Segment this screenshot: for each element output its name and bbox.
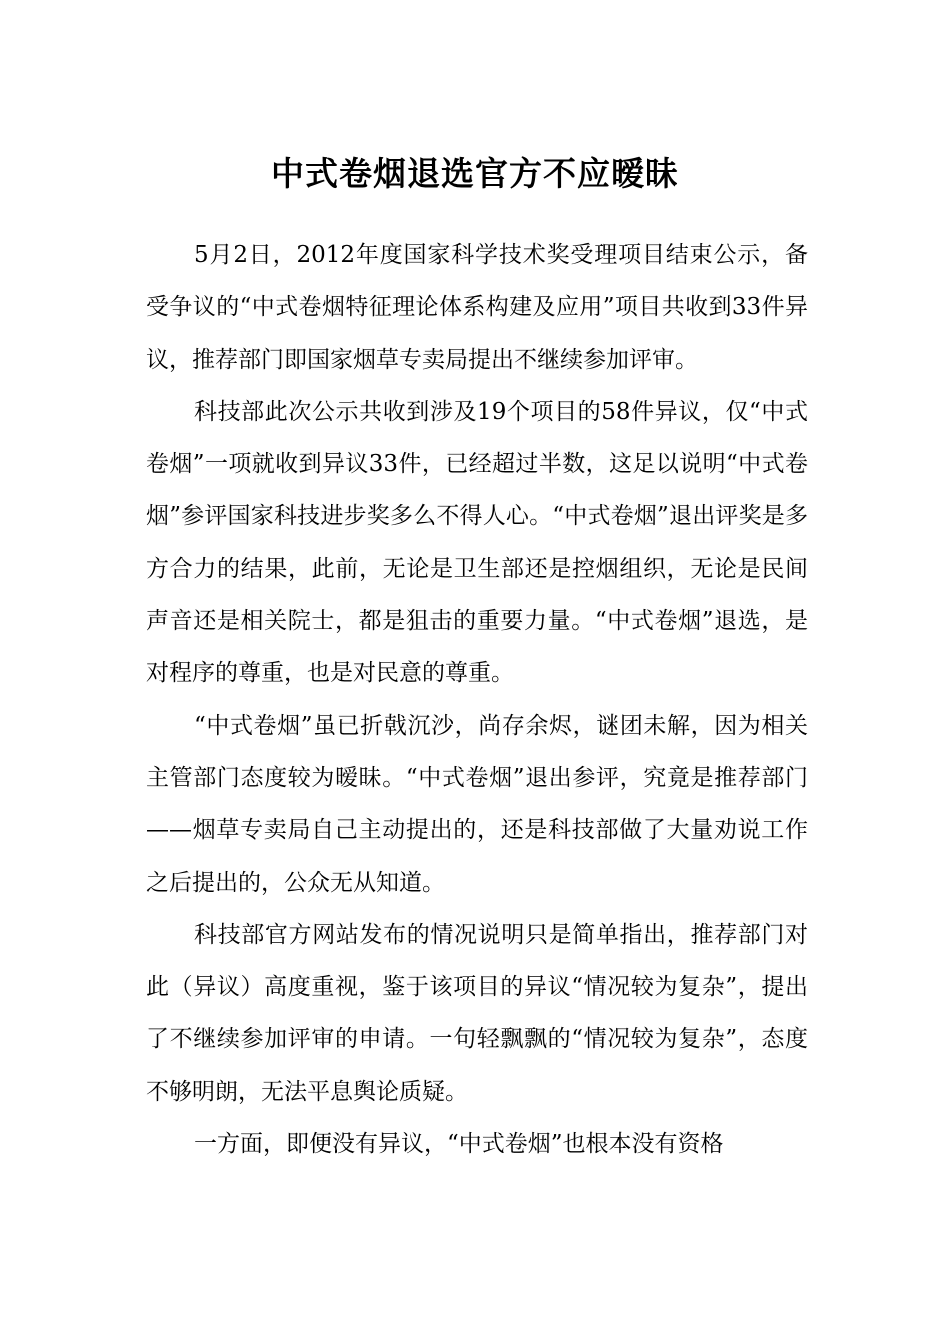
paragraph: 一方面，即便没有异议，“中式卷烟”也根本没有资格 <box>194 1131 724 1158</box>
paragraph: 科技部官方网站发布的情况说明只是简单指出，推荐部门对此（异议）高度重视，鉴于该项目的异议“情况较为复杂”，提出了不继续参加评审的申请。一句轻飘飘的“情况较为复杂”，态度不够明朗，无法平息舆论质疑。 <box>146 921 808 1105</box>
document-body <box>146 229 808 1170</box>
document-title: 中式卷烟退选官方不应暧昧 <box>271 154 679 194</box>
paragraph: 5月2日，2012年度国家科学技术奖受理项目结束公示，备受争议的“中式卷烟特征理论体系构建及应用”项目共收到33件异议，推荐部门即国家烟草专卖局提出不继续参加评审。 <box>146 242 808 373</box>
paragraph: 科技部此次公示共收到涉及19个项目的58件异议，仅“中式卷烟”一项就收到异议33件，已经超过半数，这足以说明“中式卷烟”参评国家科技进步奖多么不得人心。“中式卷烟”退出评奖是多方合力的结果，此前，无论是卫生部还是控烟组织，无论是民间声音还是相关院士，都是狙击的重要力量。“中式卷烟”退选，是对程序的尊重，也是对民意的尊重。 <box>146 398 808 687</box>
paragraph: “中式卷烟”虽已折戟沉沙，尚存余烬，谜团未解，因为相关主管部门态度较为暧昧。“中式卷烟”退出参评，究竟是推荐部门——烟草专卖局自己主动提出的，还是科技部做了大量劝说工作之后提出的，公众无从知道。 <box>146 712 808 896</box>
